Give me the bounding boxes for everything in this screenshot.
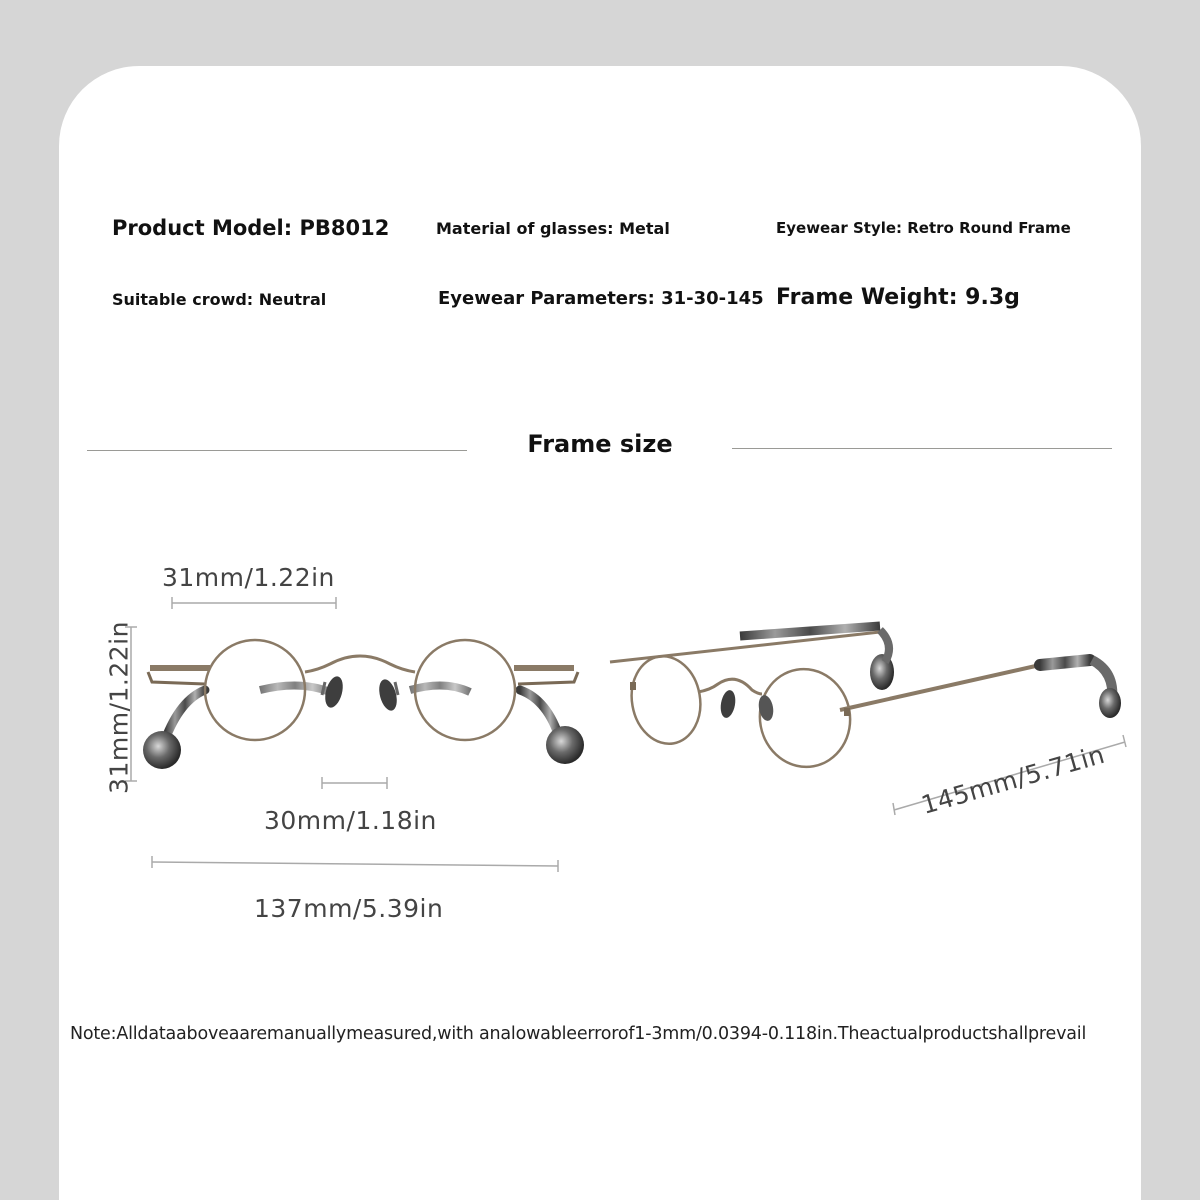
spec-weight: Frame Weight: 9.3g [776, 285, 1020, 310]
spec-parameters: Eyewear Parameters: 31-30-145 [438, 288, 764, 309]
measurement-note: Note:Alldataaboveaaremanuallymeasured,with analowableerrorof1-3mm/0.0394-0.118in.Theactualproductshallprevail [70, 1024, 1087, 1044]
spec-style: Eyewear Style: Retro Round Frame [776, 219, 1071, 237]
spec-model: Product Model: PB8012 [112, 216, 390, 240]
spec-crowd: Suitable crowd: Neutral [112, 290, 327, 309]
bridge-label: 30mm/1.18in [264, 806, 437, 835]
lens-height-label: 31mm/1.22in [104, 621, 134, 794]
glasses-front-view-image [143, 640, 584, 769]
temple-length-label: 145mm/5.71in [918, 739, 1108, 820]
frame-width-label: 137mm/5.39in [254, 894, 444, 923]
glasses-angled-view-image [610, 626, 1121, 774]
spec-material: Material of glasses: Metal [436, 219, 670, 238]
lens-width-label: 31mm/1.22in [162, 563, 335, 592]
section-title: Frame size [527, 430, 673, 458]
